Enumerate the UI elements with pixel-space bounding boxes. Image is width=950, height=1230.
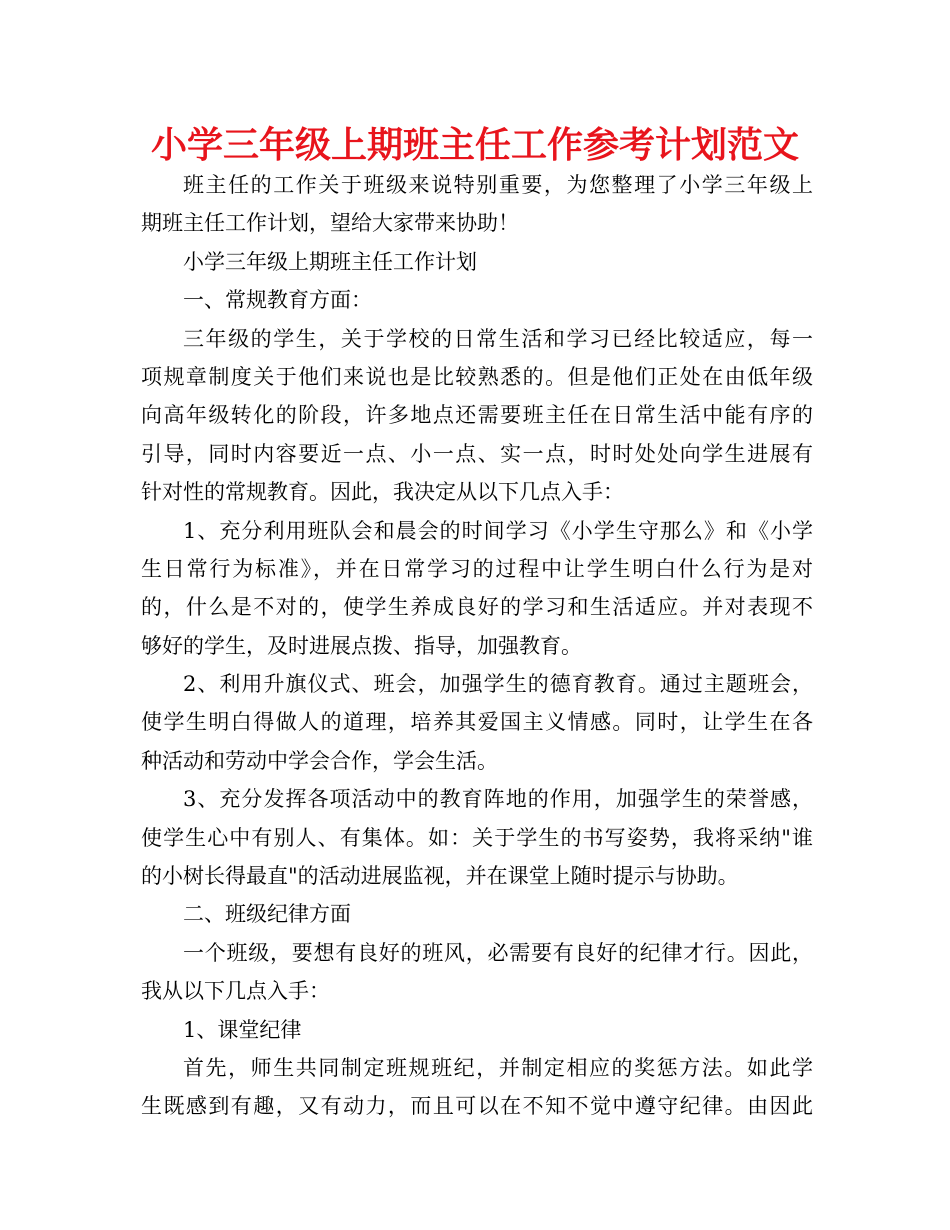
- paragraph-line: 2、利用升旗仪式、班会，加强学生的德育教育。通过主题班会，: [183, 672, 813, 697]
- paragraph-line: 3、充分发挥各项活动中的教育阵地的作用，加强学生的荣誉感，: [183, 787, 813, 812]
- paragraph-line: 引导，同时内容要近一点、小一点、实一点，时时处处向学生进展有: [141, 441, 813, 466]
- paragraph-line: 班主任的工作关于班级来说特别重要，为您整理了小学三年级上: [183, 173, 813, 197]
- paragraph-line: 1、课堂纪律: [183, 1017, 302, 1042]
- paragraph-line: 向高年级转化的阶段，许多地点还需要班主任在日常生活中能有序的: [141, 403, 813, 428]
- paragraph-line: 够好的学生，及时进展点拨、指导，加强教育。: [141, 633, 582, 658]
- paragraph-line: 小学三年级上期班主任工作计划: [183, 249, 477, 274]
- paragraph-line: 生日常行为标准》，并在日常学习的过程中让学生明白什么行为是对: [141, 556, 813, 581]
- paragraph-line: 的，什么是不对的，使学生养成良好的学习和生活适应。并对表现不: [141, 595, 813, 620]
- document-body: [141, 166, 813, 1126]
- document-title: 小学三年级上期班主任工作参考计划范文: [150, 125, 799, 166]
- paragraph-line: 项规章制度关于他们来说也是比较熟悉的。但是他们正处在由低年级: [141, 364, 813, 389]
- paragraph-line: 一个班级，要想有良好的班风，必需要有良好的纪律才行。因此，: [183, 940, 813, 965]
- paragraph-line: 使学生明白得做人的道理，培养其爱国主义情感。同时，让学生在各: [141, 710, 813, 735]
- paragraph-line: 使学生心中有别人、有集体。如：关于学生的书写姿势，我将采纳"谁: [141, 825, 813, 850]
- paragraph-line: 种活动和劳动中学会合作，学会生活。: [141, 748, 498, 773]
- paragraph-line: 首先，师生共同制定班规班纪，并制定相应的奖惩方法。如此学: [183, 1055, 813, 1080]
- paragraph-line: 一、常规教育方面：: [183, 288, 372, 313]
- paragraph-line: 的小树长得最直"的活动进展监视，并在课堂上随时提示与协助。: [141, 864, 739, 889]
- paragraph-line: 期班主任工作计划，望给大家带来协助！: [141, 211, 519, 236]
- paragraph-line: 三年级的学生，关于学校的日常生活和学习已经比较适应，每一: [183, 326, 813, 351]
- paragraph-line: 生既感到有趣，又有动力，而且可以在不知不觉中遵守纪律。由因此: [141, 1094, 813, 1119]
- paragraph-line: 1、充分利用班队会和晨会的时间学习《小学生守那么》和《小学: [183, 518, 813, 543]
- paragraph-line: 我从以下几点入手：: [141, 979, 330, 1004]
- paragraph-line: 针对性的常规教育。因此，我决定从以下几点入手：: [141, 480, 624, 505]
- paragraph-line: 二、班级纪律方面: [183, 902, 351, 927]
